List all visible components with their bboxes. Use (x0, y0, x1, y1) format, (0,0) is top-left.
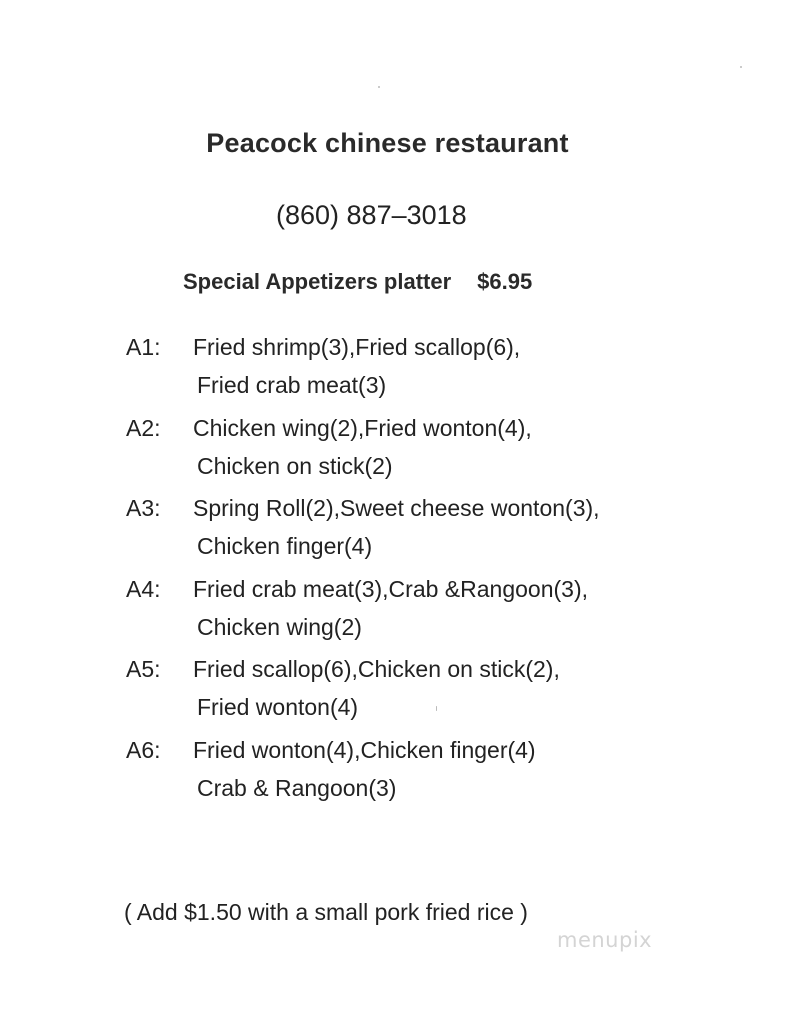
item-contents-line-1: Chicken wing(2),Fried wonton(4), (193, 414, 532, 441)
item-contents-line-1: Fried wonton(4),Chicken finger(4) (193, 736, 536, 763)
item-code: A6: (126, 736, 161, 763)
item-contents-line-2: Fried crab meat(3) (197, 372, 387, 398)
menupix-watermark: menupix (557, 928, 653, 952)
scan-speck (436, 706, 437, 711)
appetizer-item-a2 (0, 415, 791, 496)
item-contents-line-1: Fried crab meat(3),Crab &Rangoon(3), (193, 575, 588, 602)
item-contents-line-2: Chicken finger(4) (197, 533, 373, 559)
appetizer-list (0, 334, 791, 817)
appetizer-item-a6 (0, 737, 791, 818)
item-contents-line-1: Fried scallop(6),Chicken on stick(2), (193, 656, 560, 682)
item-contents-line-2: Fried wonton(4) (197, 694, 359, 720)
item-contents-line-2: Chicken wing(2) (197, 613, 362, 640)
item-code: A3: (126, 495, 161, 521)
item-contents-line-1: Fried shrimp(3),Fried scallop(6), (193, 334, 521, 360)
special-platter-title: Special Appetizers platter (183, 269, 452, 294)
scan-speck (740, 66, 742, 68)
appetizer-item-a1 (0, 334, 791, 415)
scan-speck (378, 86, 380, 88)
item-contents-line-1: Spring Roll(2),Sweet cheese wonton(3), (193, 495, 600, 521)
item-code: A5: (126, 656, 161, 682)
item-contents-line-2: Chicken on stick(2) (197, 452, 393, 479)
special-platter-price: $6.95 (477, 269, 533, 294)
restaurant-name: Peacock chinese restaurant (206, 128, 569, 158)
restaurant-phone: (860) 887–3018 (276, 200, 467, 230)
item-code: A4: (126, 575, 161, 602)
item-code: A2: (126, 414, 161, 441)
appetizer-item-a4 (0, 576, 791, 657)
item-contents-line-2: Crab & Rangoon(3) (197, 774, 397, 801)
appetizer-item-a3 (0, 495, 791, 576)
special-platter-heading (183, 269, 532, 295)
item-code: A1: (126, 334, 161, 360)
appetizer-item-a5 (0, 656, 791, 737)
add-on-note: ( Add $1.50 with a small pork fried rice ) (124, 899, 528, 925)
